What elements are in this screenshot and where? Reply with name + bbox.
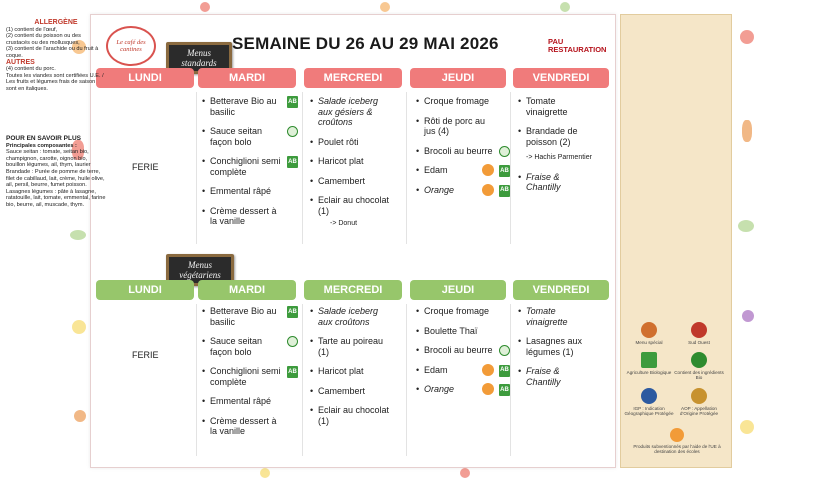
day-header-mardi: MARDI <box>198 68 296 88</box>
menu-column-jeudi <box>416 96 510 204</box>
autres-title: AUTRES <box>6 58 35 66</box>
bio-ingredient-icon <box>499 146 510 157</box>
composition-notes: POUR EN SAVOIR PLUS Principales composantes : Sauce seitan : tomate, seitan bio, champignon, carotte, oignon bio, bouillon légumes, ail, thym, laurier Brandade : Purée de pomme de terre, filet de cabillaud, lait, crème, huile olive, ail, persil, beurre, fumet poisson. Lasagnes légumes : pâte à lasagne, ratatouille, lait, tomate, emmental, farine bio, beurre, ail, muscade, thym. <box>6 135 106 208</box>
ab-icon <box>641 352 657 368</box>
day-header-lundi: LUNDI <box>96 68 194 88</box>
list-item: • Brocoli au beurre <box>416 146 510 157</box>
list-item: • Sauce seitan façon bolo <box>202 336 298 357</box>
list-item: • Edam AB <box>416 165 510 176</box>
list-item: • Orange AB <box>416 185 510 196</box>
label-aop: AOP : Appellation d'Origine Protégée <box>674 388 724 416</box>
list-item: • Conchiglioni semi complète AB <box>202 366 298 387</box>
brand-logo <box>548 38 606 54</box>
ab-bio-icon: AB <box>287 366 298 378</box>
eu-school-icon <box>482 383 494 395</box>
list-item: • Croque fromage <box>416 306 510 317</box>
list-item: • Eclair au chocolat (1) <box>310 405 406 426</box>
label-igp: IGP : Indication Géographique Protégée <box>624 388 674 416</box>
eu-school-icon <box>482 364 494 376</box>
chef-icon <box>641 322 657 338</box>
list-item: • Haricot plat <box>310 366 406 377</box>
day-header-lundi: LUNDI <box>96 280 194 300</box>
list-item: • Crème dessert à la vanille <box>202 206 298 227</box>
list-item: • Emmental râpé <box>202 186 298 197</box>
substitute-item: -> Hachis Parmentier <box>526 154 592 161</box>
list-item: • Tarte au poireau (1) <box>310 336 406 357</box>
brand-sub: RESTAURATION <box>548 45 607 54</box>
list-item: • Orange AB <box>416 384 510 395</box>
list-item: • Conchiglioni semi complète AB <box>202 156 298 177</box>
list-item: • Betterave Bio au basilic AB <box>202 96 298 117</box>
list-item: • Tomate vinaigrette <box>518 96 612 117</box>
label-sud-ouest: Sud Ouest <box>674 322 724 345</box>
list-item: • Poulet rôti <box>310 137 406 148</box>
list-item: • Boulette Thaï <box>416 326 510 337</box>
list-item: • Brocoli au beurre <box>416 345 510 356</box>
allergen-legend: ALLERGÈNE (1) contient de l'œuf, (2) contient du poisson ou des crustacés ou des mollusques, (3) contient de l'arachide ou du fruit à coque. AUTRES (4) contient du porc. Toutes les viandes sont certifiées U.E. / Les fruits et légumes frais de saison sont en italiques. <box>6 20 106 93</box>
leaf-icon <box>691 352 707 368</box>
list-item: • Rôti de porc au jus (4) <box>416 116 510 137</box>
eu-school-icon <box>482 184 494 196</box>
list-item: • Tomate vinaigrette <box>518 306 612 327</box>
eu-icon <box>670 428 684 442</box>
cafe-logo: Le café des cantines <box>106 26 156 66</box>
substitute-item: -> Donut <box>330 220 358 227</box>
lundi-ferie: FERIE <box>132 350 159 360</box>
ab-bio-icon: AB <box>499 384 510 396</box>
allergen-title: ALLERGÈNE <box>34 19 78 26</box>
list-item: • Brandade de poisson (2) <box>518 126 612 147</box>
bio-ingredient-icon <box>287 336 298 347</box>
menu-column-vendredi <box>518 306 612 396</box>
list-item: • Crème dessert à la vanille <box>202 416 298 437</box>
section-tag-standard: Menus standards <box>166 42 232 74</box>
menu-column-mardi <box>202 96 298 236</box>
ab-bio-icon: AB <box>499 365 510 377</box>
ab-bio-icon: AB <box>287 306 298 318</box>
list-item: • Sauce seitan façon bolo <box>202 126 298 147</box>
list-item: • Fraise & Chantilly <box>518 366 612 387</box>
ab-bio-icon: AB <box>499 165 510 177</box>
ab-bio-icon: AB <box>499 185 510 197</box>
label-menu-special: Menu spécial <box>624 322 674 345</box>
label-eu-schools: Produits subventionnés par l'aide de l'UE à destination des écoles <box>632 428 722 454</box>
bio-ingredient-icon <box>287 126 298 137</box>
day-header-jeudi: JEUDI <box>410 68 506 88</box>
savoir-title: POUR EN SAVOIR PLUS <box>6 135 82 142</box>
menu-column-jeudi <box>416 306 510 404</box>
page-title: SEMAINE DU 26 AU 29 MAI 2026 <box>232 34 499 53</box>
menu-column-mardi <box>202 306 298 446</box>
eu-school-icon <box>482 164 494 176</box>
list-item: • Salade iceberg aux gésiers & croûtons <box>310 96 406 128</box>
list-item: • Salade iceberg aux croûtons <box>310 306 406 327</box>
list-item: • Eclair au chocolat (1) <box>310 195 406 216</box>
list-item: • Camembert <box>310 386 406 397</box>
day-header-mercredi: MERCREDI <box>304 68 402 88</box>
lundi-ferie: FERIE <box>132 162 159 172</box>
list-item: • Lasagnes aux légumes (1) <box>518 336 612 357</box>
brand-name: PAU <box>548 37 564 46</box>
day-header-vendredi: VENDREDI <box>513 68 609 88</box>
list-item: • Fraise & Chantilly <box>518 172 612 193</box>
list-item: • Haricot plat <box>310 156 406 167</box>
label-agriculture-bio: Agriculture Biologique <box>624 352 674 375</box>
day-header-jeudi: JEUDI <box>410 280 506 300</box>
day-header-mardi: MARDI <box>198 280 296 300</box>
menu-column-mercredi <box>310 306 406 435</box>
menu-column-vendredi <box>518 96 612 202</box>
ab-bio-icon: AB <box>287 96 298 108</box>
aop-icon <box>691 388 707 404</box>
list-item: • Croque fromage <box>416 96 510 107</box>
list-item: • Emmental râpé <box>202 396 298 407</box>
menu-column-mercredi <box>310 96 406 239</box>
day-header-mercredi: MERCREDI <box>304 280 402 300</box>
ab-bio-icon: AB <box>287 156 298 168</box>
section-tag-vegetarien: Menus végétariens <box>166 254 234 286</box>
list-item: • Betterave Bio au basilic AB <box>202 306 298 327</box>
map-icon <box>691 322 707 338</box>
label-ingredients-bio: Contient des ingrédients Bio <box>674 352 724 380</box>
day-header-vendredi: VENDREDI <box>513 280 609 300</box>
list-item: • Edam AB <box>416 365 510 376</box>
list-item: • Camembert <box>310 176 406 187</box>
bio-ingredient-icon <box>499 345 510 356</box>
igp-icon <box>641 388 657 404</box>
